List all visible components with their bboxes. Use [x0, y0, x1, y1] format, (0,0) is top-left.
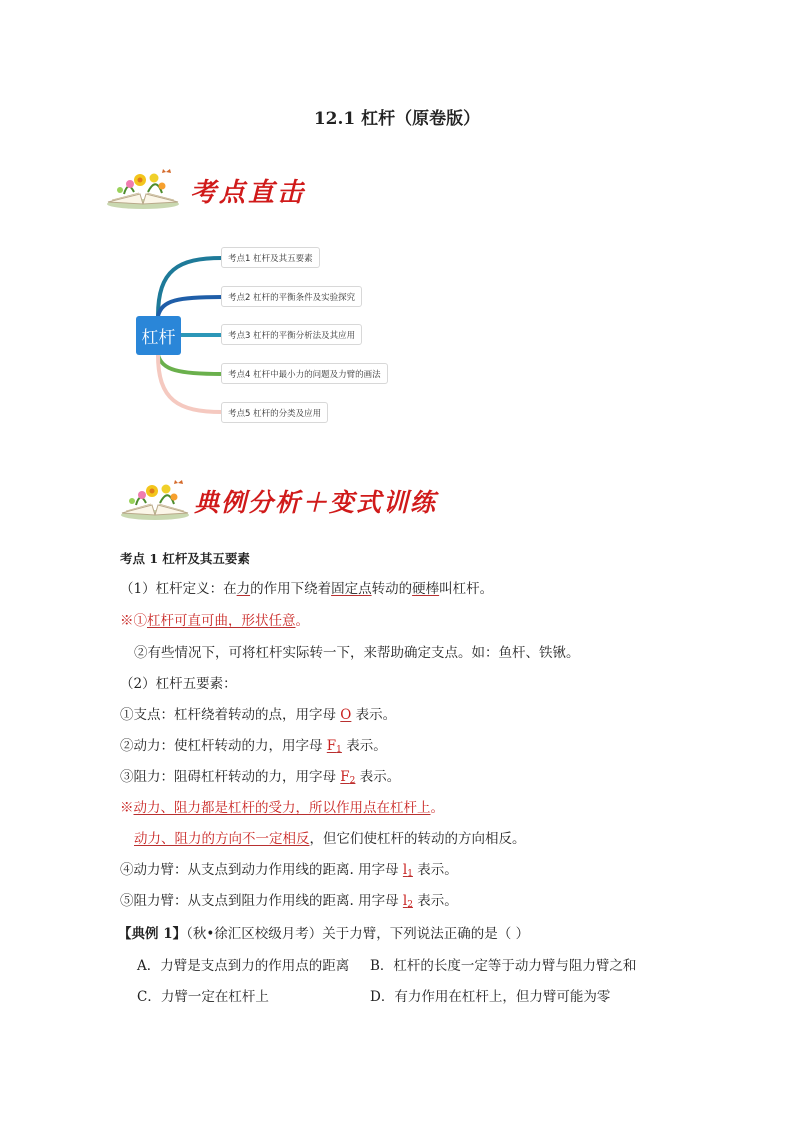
option-c: C．力臂一定在杠杆上	[137, 989, 269, 1005]
mindmap-root: 杠杆	[136, 316, 181, 355]
five-elements-heading: （2）杠杆五要素：	[120, 676, 237, 692]
section-heading: 考点 1 杠杆及其五要素	[120, 551, 250, 566]
element-effort: ②动力：使杠杆转动的力，用字母 $F_1$ 表示。	[120, 738, 387, 755]
book-flowers-icon	[118, 477, 192, 521]
note-line-3: ※动力、阻力都是杠杆的受力，所以作用点在杠杆上。	[120, 800, 444, 816]
example-question: 【典例 1】（秋•徐汇区校级月考）关于力臂，下列说法正确的是（ ）	[118, 926, 530, 942]
banner-title-kaodian: 考点直击	[190, 178, 307, 208]
mindmap-node-1: 考点1 杠杆及其五要素	[221, 247, 320, 268]
element-fulcrum: ①支点：杠杆绕着转动的点，用字母 O 表示。	[120, 707, 397, 723]
page-title: 12.1 杠杆（原卷版）	[313, 109, 481, 129]
option-d: D．有力作用在杠杆上，但力臂可能为零	[370, 989, 611, 1005]
banner-title-dianli: 典例分析＋变式训练	[194, 488, 438, 517]
mindmap-node-3: 考点3 杠杆的平衡分析法及其应用	[221, 324, 362, 345]
element-resistance: ③阻力：阻碍杠杆转动的力，用字母 $F_2$ 表示。	[120, 769, 401, 786]
example-tag: 【典例 1】	[118, 926, 187, 942]
mindmap-node-2: 考点2 杠杆的平衡条件及实验探究	[221, 286, 362, 307]
mindmap-node-5: 考点5 杠杆的分类及应用	[221, 402, 328, 423]
element-effort-arm: ④动力臂：从支点到动力作用线的距离. 用字母 $l_1$ 表示。	[120, 862, 458, 879]
option-a: A．力臂是支点到力的作用点的距离	[137, 958, 350, 974]
definition-line: （1）杠杆定义：在力的作用下绕着固定点转动的硬棒叫杠杆。	[120, 581, 494, 597]
note-line-4: 动力、阻力的方向不一定相反，但它们使杠杆的转动的方向相反。	[134, 831, 526, 847]
mindmap-node-4: 考点4 杠杆中最小力的问题及力臂的画法	[221, 363, 388, 384]
note-line-2: ②有些情况下，可将杠杆实际转一下，来帮助确定支点。如：鱼杆、铁锹。	[134, 645, 580, 661]
option-b: B．杠杆的长度一定等于动力臂与阻力臂之和	[370, 958, 637, 974]
element-resistance-arm: ⑤阻力臂：从支点到阻力作用线的距离. 用字母 $l_2$ 表示。	[120, 893, 458, 910]
note-line-1: ※①杠杆可直可曲，形状任意。	[120, 613, 309, 629]
